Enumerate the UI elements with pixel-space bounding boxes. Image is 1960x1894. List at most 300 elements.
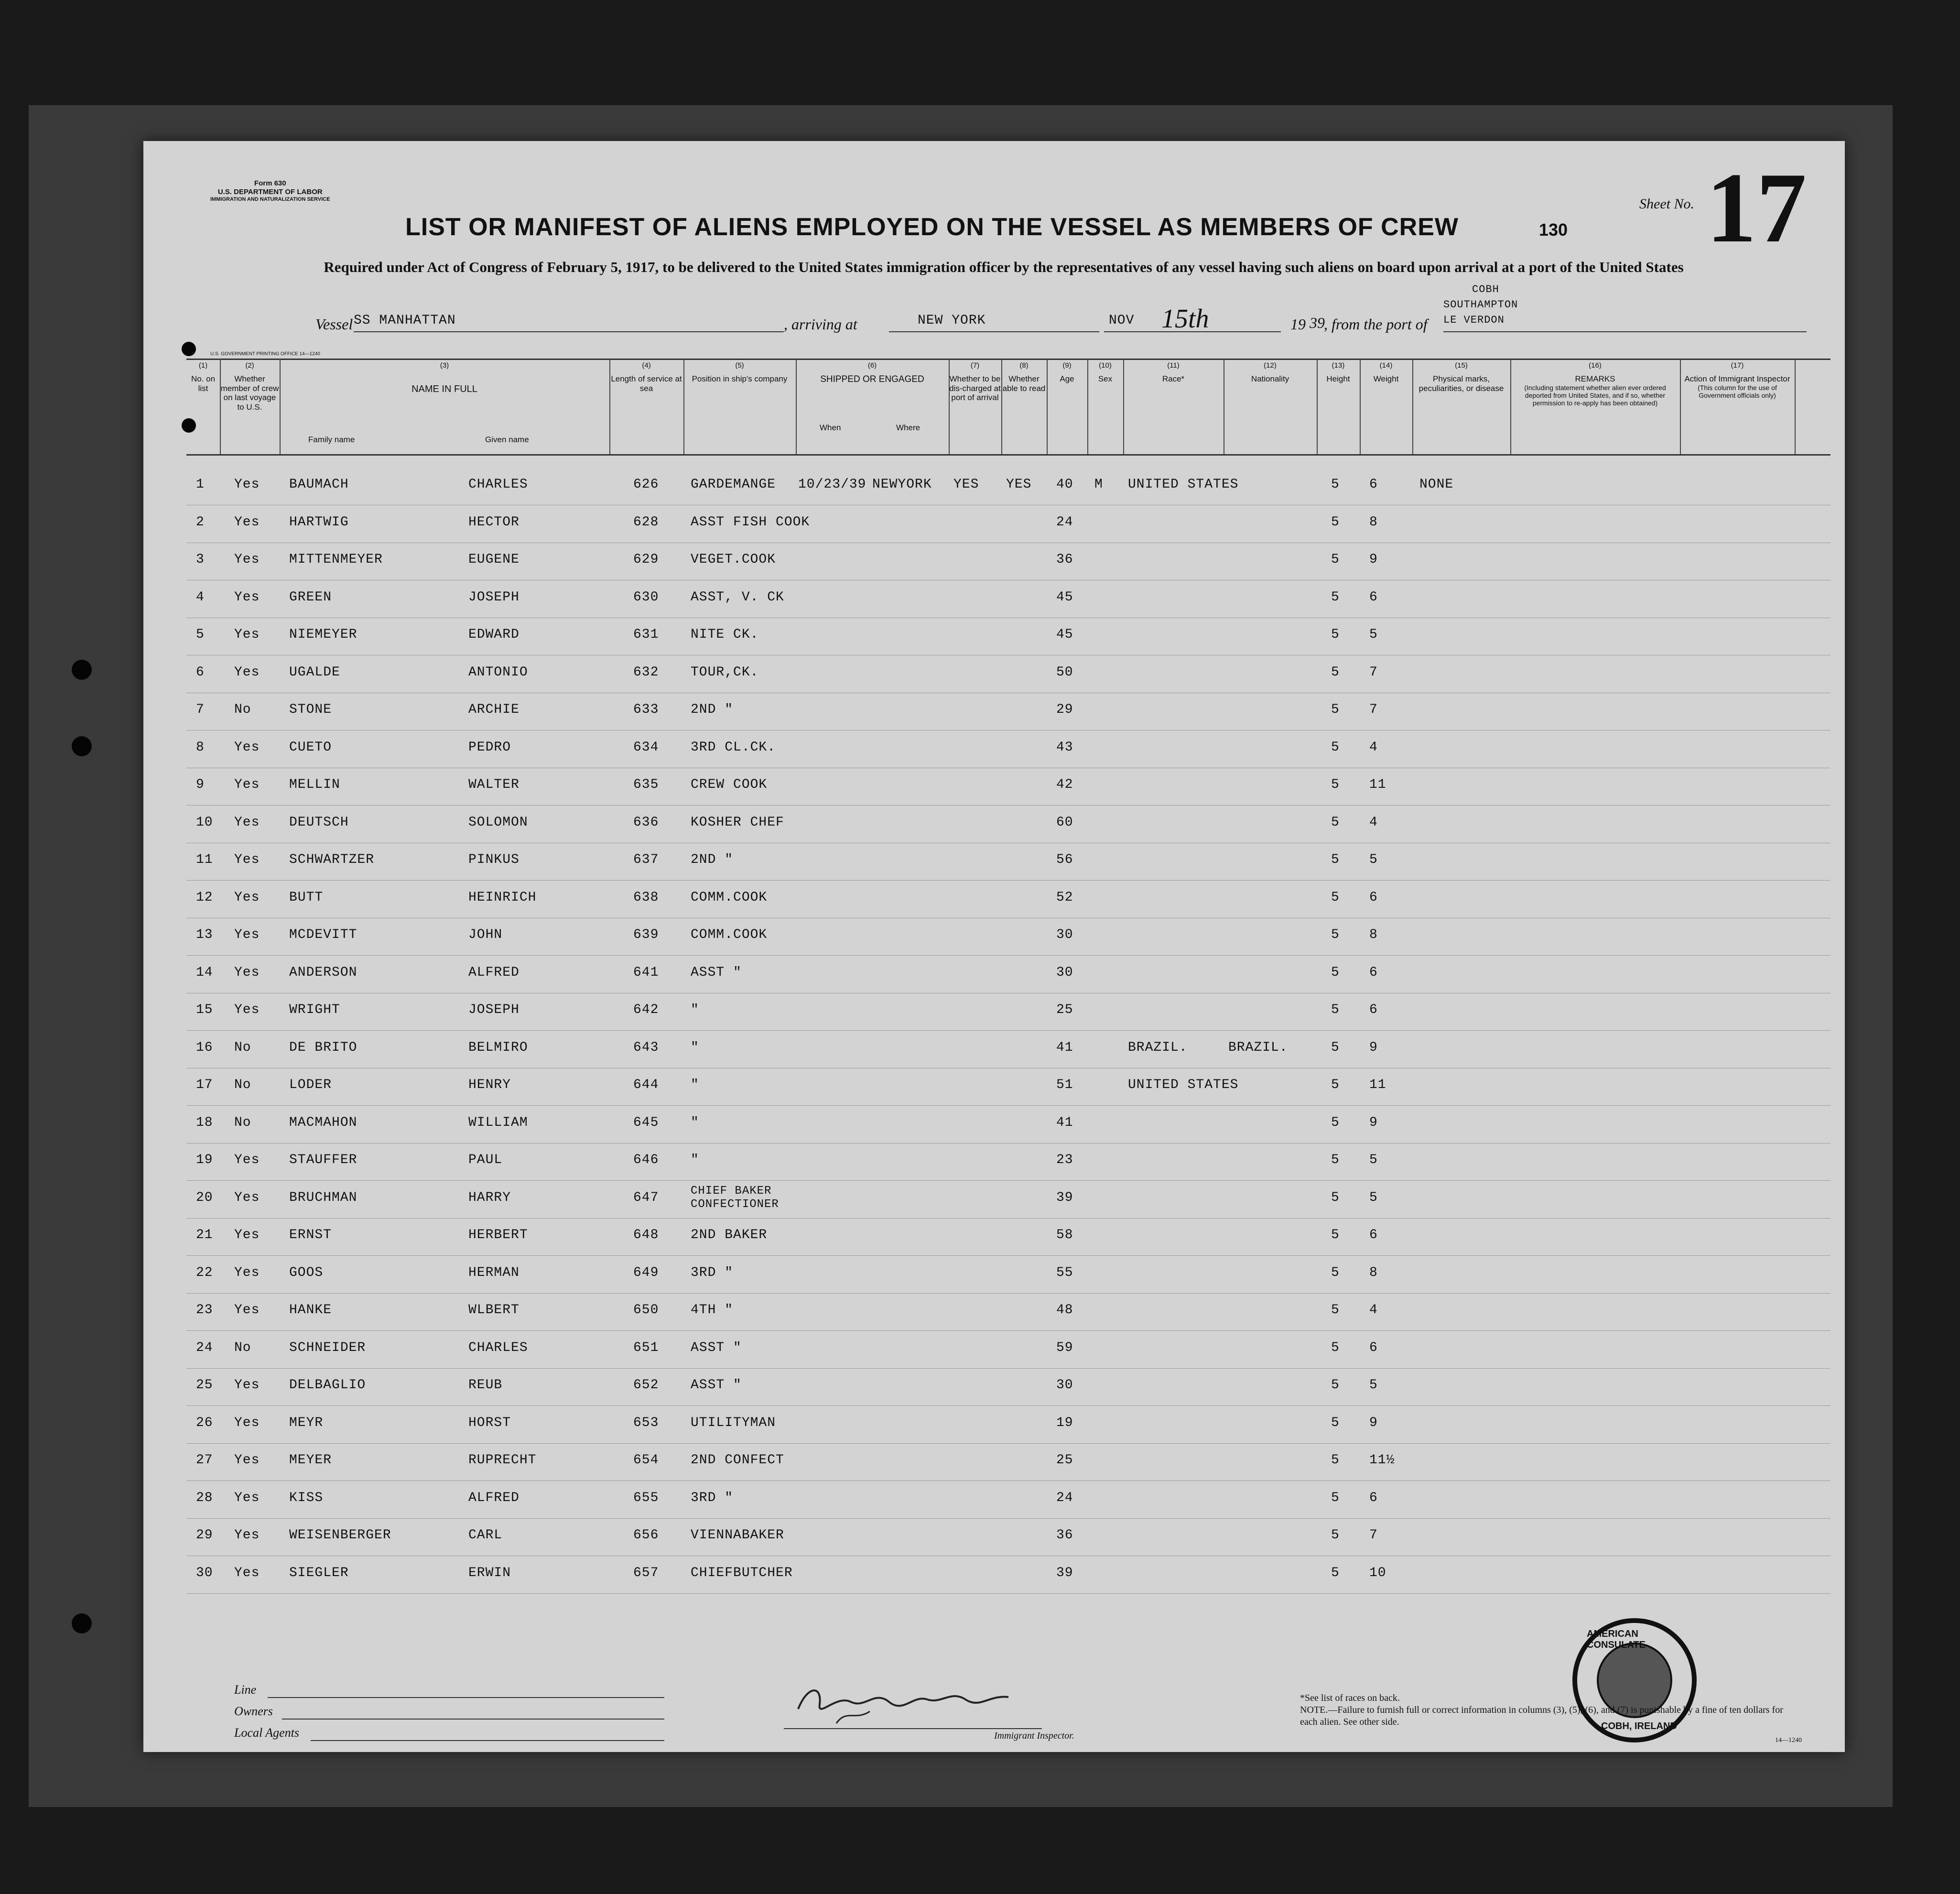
cell-family: BAUMACH [289, 477, 349, 492]
cell-family: MACMAHON [289, 1115, 357, 1130]
cell-service: 648 [633, 1228, 659, 1242]
cell-prev: Yes [234, 890, 260, 905]
cell-service: 644 [633, 1078, 659, 1092]
owners-label: Owners [234, 1704, 273, 1718]
cell-position: VIENNABAKER [691, 1528, 784, 1543]
cell-ht: 5 [1331, 740, 1340, 755]
cell-no: 12 [196, 890, 213, 905]
cell-family: MEYER [289, 1453, 332, 1468]
cell-prev: Yes [234, 1490, 260, 1505]
cell-position: KOSHER CHEF [691, 815, 784, 830]
cell-ht: 5 [1331, 1190, 1340, 1205]
table-row [186, 1106, 1830, 1143]
cell-position: TOUR,CK. [691, 664, 759, 680]
sheet-number: 17 [1706, 152, 1807, 263]
cell-no: 11 [196, 852, 213, 867]
cell-ht: 5 [1331, 627, 1340, 642]
table-row [186, 1293, 1830, 1331]
cell-prev: Yes [234, 1415, 260, 1430]
cell-service: 642 [633, 1002, 659, 1017]
cell-ht: 5 [1331, 927, 1340, 942]
cell-family: SCHNEIDER [289, 1340, 366, 1355]
table-row [186, 543, 1830, 580]
cell-wt: 4 [1369, 1303, 1378, 1317]
cell-sex: M [1094, 477, 1103, 492]
table-row [186, 768, 1830, 805]
cell-service: 641 [633, 965, 659, 980]
footnote [1300, 1692, 1802, 1744]
cell-ht: 5 [1331, 1040, 1340, 1055]
cell-family: GREEN [289, 589, 332, 605]
cell-marks: NONE [1419, 477, 1454, 492]
cell-given: SOLOMON [468, 815, 528, 830]
header-marks: (15) Physical marks, peculiarities, or disease [1412, 359, 1511, 454]
cell-no: 10 [196, 815, 213, 830]
cell-no: 30 [196, 1565, 213, 1580]
cell-ht: 5 [1331, 1378, 1340, 1393]
cell-wt: 9 [1369, 1040, 1378, 1055]
cell-family: DEUTSCH [289, 815, 349, 830]
cell-wt: 4 [1369, 815, 1378, 830]
cell-service: 634 [633, 740, 659, 755]
cell-age: 24 [1056, 1490, 1073, 1505]
cell-given: PAUL [468, 1153, 503, 1167]
line-label: Line [234, 1683, 257, 1697]
table-row [186, 993, 1830, 1031]
table-row [186, 843, 1830, 881]
cell-family: MEYR [289, 1415, 324, 1430]
cell-prev: Yes [234, 1303, 260, 1317]
form-number: Form 630 [254, 179, 286, 187]
cell-position: " [691, 1153, 699, 1167]
cell-ht: 5 [1331, 1340, 1340, 1355]
cell-no: 22 [196, 1265, 213, 1280]
cell-race: UNITED STATES [1128, 1078, 1239, 1092]
table-row [186, 1443, 1830, 1481]
cell-ht: 5 [1331, 477, 1340, 492]
cell-no: 6 [196, 664, 205, 680]
cell-given: REUB [468, 1378, 503, 1393]
table-row [186, 693, 1830, 730]
cell-prev: Yes [234, 1528, 260, 1543]
cell-family: MCDEVITT [289, 927, 357, 942]
cell-given: ERWIN [468, 1565, 511, 1580]
cell-family: BRUCHMAN [289, 1190, 357, 1205]
cell-given: JOSEPH [468, 589, 520, 605]
table-row [186, 655, 1830, 693]
cell-age: 30 [1056, 1378, 1073, 1393]
cell-position: ASST, V. CK [691, 589, 784, 605]
cell-age: 36 [1056, 552, 1073, 567]
cell-prev: Yes [234, 1565, 260, 1580]
cell-ht: 5 [1331, 589, 1340, 605]
cell-service: 647 [633, 1190, 659, 1205]
cell-position: UTILITYMAN [691, 1415, 776, 1430]
cell-position: NITE CK. [691, 627, 759, 642]
cell-age: 50 [1056, 664, 1073, 680]
cell-service: 626 [633, 477, 659, 492]
cell-ht: 5 [1331, 1528, 1340, 1543]
cell-family: LODER [289, 1078, 332, 1092]
cell-position: 3RD " [691, 1265, 734, 1280]
cell-ht: 5 [1331, 815, 1340, 830]
cell-wt: 8 [1369, 1265, 1378, 1280]
cell-position: CREW COOK [691, 777, 768, 792]
cell-age: 39 [1056, 1565, 1073, 1580]
table-row [186, 1181, 1830, 1219]
cell-age: 43 [1056, 740, 1073, 755]
cell-given: HARRY [468, 1190, 511, 1205]
cell-ht: 5 [1331, 664, 1340, 680]
cell-no: 26 [196, 1415, 213, 1430]
cell-prev: Yes [234, 740, 260, 755]
cell-service: 635 [633, 777, 659, 792]
cell-position: 3RD " [691, 1490, 734, 1505]
header-nationality: (12) Nationality [1224, 359, 1318, 454]
table-row [186, 1481, 1830, 1519]
cell-family: HANKE [289, 1303, 332, 1317]
cell-no: 29 [196, 1528, 213, 1543]
vessel-name: SS MANHATTAN [354, 313, 456, 328]
cell-age: 42 [1056, 777, 1073, 792]
sheet-label: Sheet No. [1639, 196, 1694, 212]
binder-hole [72, 1613, 92, 1633]
cell-prev: Yes [234, 927, 260, 942]
cell-given: BELMIRO [468, 1040, 528, 1055]
header-age: (9) Age [1047, 359, 1088, 454]
cell-position: 2ND " [691, 852, 734, 867]
binder-hole [182, 342, 196, 356]
cell-age: 41 [1056, 1040, 1073, 1055]
cell-no: 14 [196, 965, 213, 980]
table-row [186, 1143, 1830, 1181]
cell-position: COMM.COOK [691, 890, 768, 905]
cell-no: 17 [196, 1078, 213, 1092]
table-row [186, 956, 1830, 993]
service: IMMIGRATION AND NATURALIZATION SERVICE [210, 196, 330, 202]
cell-wt: 8 [1369, 927, 1378, 942]
cell-race: UNITED STATES [1128, 477, 1239, 492]
cell-prev: No [234, 1078, 251, 1092]
cell-service: 652 [633, 1378, 659, 1393]
inspector-signature [793, 1676, 1023, 1728]
table-row [186, 505, 1830, 543]
cell-wt: 5 [1369, 627, 1378, 642]
table-row [186, 618, 1830, 655]
binder-hole [72, 736, 92, 756]
cell-position: " [691, 1040, 699, 1055]
cell-family: ERNST [289, 1228, 332, 1242]
cell-prev: No [234, 1040, 251, 1055]
cell-service: 633 [633, 702, 659, 717]
cell-given: ANTONIO [468, 664, 528, 680]
table-row [186, 1406, 1830, 1444]
header-read: (8) Whether able to read [1001, 359, 1048, 454]
print-note: U.S. GOVERNMENT PRINTING OFFICE 14—1240 [210, 351, 320, 357]
departure-port-3: LE VERDON [1443, 314, 1505, 326]
cell-wt: 11 [1369, 777, 1386, 792]
cell-service: 650 [633, 1303, 659, 1317]
cell-no: 4 [196, 589, 205, 605]
cell-age: 30 [1056, 965, 1073, 980]
cell-read: YES [1006, 477, 1032, 492]
page-subtitle: Required under Act of Congress of February 5, 1917, to be delivered to the United States immigration officer by the representatives of any vessel having such aliens on board upon arrival at a port of the United States [324, 259, 1684, 275]
cell-position: CHIEF BAKER CONFECTIONER [691, 1184, 779, 1211]
cell-wt: 6 [1369, 1002, 1378, 1017]
cell-position: " [691, 1078, 699, 1092]
cell-wt: 8 [1369, 514, 1378, 530]
table-row [186, 805, 1830, 843]
cell-prev: Yes [234, 1153, 260, 1167]
arrival-port: NEW YORK [918, 313, 986, 328]
cell-prev: Yes [234, 1378, 260, 1393]
cell-prev: Yes [234, 477, 260, 492]
page-title: LIST OR MANIFEST OF ALIENS EMPLOYED ON THE VESSEL AS MEMBERS OF CREW [405, 213, 1459, 241]
cell-given: CHARLES [468, 477, 528, 492]
header-discharged: (7) Whether to be dis-charged at port of arrival [949, 359, 1002, 454]
header-last-voyage: (2) Whether member of crew on last voyage to U.S. [220, 359, 281, 454]
cell-given: CHARLES [468, 1340, 528, 1355]
cell-family: STONE [289, 702, 332, 717]
cell-wt: 9 [1369, 1115, 1378, 1130]
cell-prev: Yes [234, 589, 260, 605]
cell-age: 24 [1056, 514, 1073, 530]
table-row [186, 1068, 1830, 1106]
cell-given: WILLIAM [468, 1115, 528, 1130]
cell-wt: 9 [1369, 1415, 1378, 1430]
cell-wt: 7 [1369, 1528, 1378, 1543]
cell-age: 52 [1056, 890, 1073, 905]
cell-service: 646 [633, 1153, 659, 1167]
cell-position: CHIEFBUTCHER [691, 1565, 793, 1580]
header-inspector-action: (17) Action of Immigrant Inspector (This column for the use of Government officials only) [1680, 359, 1796, 454]
cell-no: 28 [196, 1490, 213, 1505]
header-remarks: (16) REMARKS (Including statement whether alien ever ordered deported from United States, and if so, whether permission to re-apply has been obtained) [1510, 359, 1681, 454]
cell-position: COMM.COOK [691, 927, 768, 942]
cell-family: WEISENBERGER [289, 1528, 391, 1543]
cell-family: GOOS [289, 1265, 324, 1280]
cell-service: 651 [633, 1340, 659, 1355]
cell-service: 656 [633, 1528, 659, 1543]
header-position: (5) Position in ship's company [683, 359, 797, 454]
cell-position: ASST " [691, 965, 742, 980]
cell-position: 2ND " [691, 702, 734, 717]
cell-ht: 5 [1331, 1115, 1340, 1130]
cell-ht: 5 [1331, 965, 1340, 980]
cell-service: 638 [633, 890, 659, 905]
cell-given: EDWARD [468, 627, 520, 642]
table-row [186, 1256, 1830, 1294]
arrival-month: NOV [1109, 313, 1135, 328]
table-row [186, 1218, 1830, 1256]
cell-wt: 6 [1369, 1340, 1378, 1355]
cell-wt: 10 [1369, 1565, 1386, 1580]
cell-wt: 5 [1369, 1378, 1378, 1393]
cell-given: HERBERT [468, 1228, 528, 1242]
cell-given: HENRY [468, 1078, 511, 1092]
cell-no: 9 [196, 777, 205, 792]
cell-prev: Yes [234, 777, 260, 792]
form-code: 14—1240 [1775, 1736, 1802, 1744]
cell-position: 2ND BAKER [691, 1228, 768, 1242]
cell-service: 636 [633, 815, 659, 830]
cell-no: 21 [196, 1228, 213, 1242]
cell-ht: 5 [1331, 1303, 1340, 1317]
cell-service: 637 [633, 852, 659, 867]
cell-ht: 5 [1331, 1228, 1340, 1242]
cell-no: 3 [196, 552, 205, 567]
cell-position: " [691, 1115, 699, 1130]
cell-age: 40 [1056, 477, 1073, 492]
cell-prev: No [234, 702, 251, 717]
table-row [186, 918, 1830, 956]
cell-given: HECTOR [468, 514, 520, 530]
manifest-sheet [143, 141, 1845, 1752]
header-weight: (14) Weight [1360, 359, 1413, 454]
cell-wt: 6 [1369, 589, 1378, 605]
cell-prev: Yes [234, 965, 260, 980]
cell-prev: No [234, 1340, 251, 1355]
header-shipped: (6) SHIPPED OR ENGAGED When Where [796, 359, 950, 454]
cell-service: 655 [633, 1490, 659, 1505]
cell-wt: 4 [1369, 740, 1378, 755]
cell-given: PEDRO [468, 740, 511, 755]
table-row [186, 881, 1830, 918]
cell-no: 23 [196, 1303, 213, 1317]
cell-service: 643 [633, 1040, 659, 1055]
cell-race: BRAZIL. [1128, 1040, 1188, 1055]
cell-family: STAUFFER [289, 1153, 357, 1167]
cell-ht: 5 [1331, 1490, 1340, 1505]
departure-port-2: SOUTHAMPTON [1443, 299, 1518, 311]
binder-hole [72, 660, 92, 680]
cell-prev: Yes [234, 1002, 260, 1017]
cell-ht: 5 [1331, 1078, 1340, 1092]
cell-wt: 6 [1369, 890, 1378, 905]
cell-position: ASST " [691, 1378, 742, 1393]
cell-ht: 5 [1331, 1265, 1340, 1280]
cell-given: WLBERT [468, 1303, 520, 1317]
cell-service: 629 [633, 552, 659, 567]
cell-family: MELLIN [289, 777, 340, 792]
cell-no: 20 [196, 1190, 213, 1205]
cell-family: CUETO [289, 740, 332, 755]
cell-wt: 7 [1369, 702, 1378, 717]
cell-no: 5 [196, 627, 205, 642]
table-row [186, 1031, 1830, 1068]
departure-port-1: COBH [1472, 283, 1499, 295]
cell-no: 18 [196, 1115, 213, 1130]
cell-given: CARL [468, 1528, 503, 1543]
cell-family: BUTT [289, 890, 324, 905]
cell-service: 653 [633, 1415, 659, 1430]
footnote-penalty: NOTE.—Failure to furnish full or correct information in columns (3), (5), (6), and (7) is punishable by a fine of ten dollars for each alien. See other side. [1300, 1705, 1783, 1727]
cell-given: ARCHIE [468, 702, 520, 717]
cell-ht: 5 [1331, 1153, 1340, 1167]
cell-position: 2ND CONFECT [691, 1453, 784, 1468]
footnote-races: *See list of races on back. [1300, 1693, 1400, 1703]
cell-age: 59 [1056, 1340, 1073, 1355]
cell-wt: 7 [1369, 664, 1378, 680]
cell-wt: 9 [1369, 552, 1378, 567]
cell-ht: 5 [1331, 777, 1340, 792]
header-service: (4) Length of service at sea [609, 359, 684, 454]
cell-wt: 5 [1369, 1190, 1378, 1205]
cell-nat: BRAZIL. [1228, 1040, 1288, 1055]
cell-position: GARDEMANGE [691, 477, 776, 492]
cell-ht: 5 [1331, 852, 1340, 867]
cell-given: WALTER [468, 777, 520, 792]
cell-service: 649 [633, 1265, 659, 1280]
cell-wt: 6 [1369, 1228, 1378, 1242]
table-row [186, 1331, 1830, 1369]
cell-wt: 6 [1369, 965, 1378, 980]
cell-given: EUGENE [468, 552, 520, 567]
header-race: (11) Race* [1123, 359, 1224, 454]
cell-age: 58 [1056, 1228, 1073, 1242]
cell-given: HERMAN [468, 1265, 520, 1280]
cell-prev: No [234, 1115, 251, 1130]
local-agents-label: Local Agents [234, 1726, 300, 1740]
header-no: (1) No. on list [186, 359, 221, 454]
cell-age: 45 [1056, 589, 1073, 605]
cell-family: SCHWARTZER [289, 852, 375, 867]
cell-age: 45 [1056, 627, 1073, 642]
cell-wt: 11 [1369, 1078, 1386, 1092]
cell-family: KISS [289, 1490, 324, 1505]
year-prefix: 19 [1290, 316, 1306, 333]
vessel-label: Vessel [315, 316, 353, 333]
table-row [186, 1556, 1830, 1594]
stamp-top-text: AMERICAN CONSULATE [1587, 1629, 1646, 1650]
cell-age: 36 [1056, 1528, 1073, 1543]
cell-age: 30 [1056, 927, 1073, 942]
cell-ht: 5 [1331, 702, 1340, 717]
cell-age: 41 [1056, 1115, 1073, 1130]
cell-no: 27 [196, 1453, 213, 1468]
cell-family: UGALDE [289, 664, 340, 680]
cell-family: HARTWIG [289, 514, 349, 530]
cell-no: 25 [196, 1378, 213, 1393]
cell-prev: Yes [234, 1228, 260, 1242]
cell-prev: Yes [234, 627, 260, 642]
cell-position: 4TH " [691, 1303, 734, 1317]
cell-age: 23 [1056, 1153, 1073, 1167]
cell-prev: Yes [234, 514, 260, 530]
cell-prev: Yes [234, 552, 260, 567]
header-sex: (10) Sex [1087, 359, 1124, 454]
cell-given: JOHN [468, 927, 503, 942]
cell-ht: 5 [1331, 1002, 1340, 1017]
cell-service: 639 [633, 927, 659, 942]
cell-prev: Yes [234, 815, 260, 830]
cell-ht: 5 [1331, 1453, 1340, 1468]
cell-prev: Yes [234, 664, 260, 680]
department: U.S. DEPARTMENT OF LABOR [217, 188, 323, 196]
cell-no: 24 [196, 1340, 213, 1355]
table-row [186, 580, 1830, 618]
cell-no: 8 [196, 740, 205, 755]
cell-family: DE BRITO [289, 1040, 357, 1055]
cell-service: 628 [633, 514, 659, 530]
cell-where: NEWYORK [872, 477, 932, 492]
cell-given: ALFRED [468, 965, 520, 980]
cell-wt: 6 [1369, 1490, 1378, 1505]
table-row [186, 1368, 1830, 1406]
table-row [186, 730, 1830, 768]
cell-no: 7 [196, 702, 205, 717]
cell-ht: 5 [1331, 552, 1340, 567]
